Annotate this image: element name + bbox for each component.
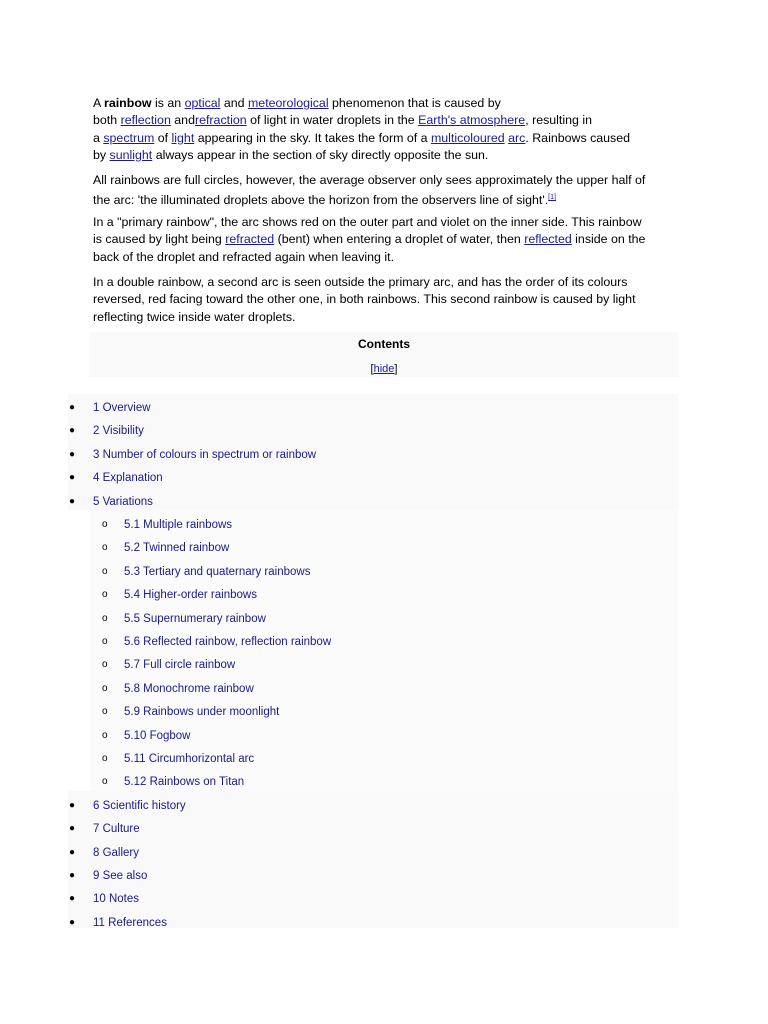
inline-link[interactable]: reflection: [120, 113, 171, 128]
bullet-icon: ●: [69, 448, 76, 460]
toc-item[interactable]: [69, 821, 140, 837]
circle-bullet-icon: o: [102, 612, 108, 624]
inline-link[interactable]: meteorological: [247, 96, 329, 110]
bullet-icon: ●: [69, 846, 76, 858]
toc-item-label: 5.6 Reflected rainbow, reflection rainbow: [124, 636, 332, 648]
inline-link[interactable]: refraction: [194, 113, 247, 128]
toc-item-label: 5.4 Higher-order rainbows: [124, 589, 257, 602]
toc-item[interactable]: [102, 751, 255, 767]
toc-item-label: 5.2 Twinned rainbow: [124, 542, 230, 555]
toc-item-label: 7 Culture: [93, 823, 140, 836]
inline-link[interactable]: sunlight: [109, 148, 153, 163]
toc-header: [90, 332, 678, 377]
circle-bullet-icon: o: [102, 565, 108, 577]
circle-bullet-icon: o: [102, 519, 108, 530]
toc-item[interactable]: [69, 494, 153, 510]
toc-item-label: 5.8 Monochrome rainbow: [124, 682, 254, 695]
inline-link[interactable]: optical: [184, 96, 221, 110]
toc-item-label: 4 Explanation: [93, 472, 163, 485]
circle-bullet-icon: o: [102, 776, 108, 788]
bullet-icon: ●: [69, 823, 76, 835]
toc-item[interactable]: [69, 891, 140, 907]
toc-item[interactable]: [102, 704, 280, 720]
circle-bullet-icon: o: [102, 542, 108, 554]
circle-bullet-icon: o: [102, 729, 108, 741]
circle-bullet-icon: o: [102, 706, 108, 718]
toc-item[interactable]: [102, 681, 254, 697]
toc-item-label: 6 Scientific history: [93, 799, 186, 812]
toc-item[interactable]: [69, 845, 140, 861]
toc-item[interactable]: [102, 634, 332, 650]
toc-item-label: 5.5 Supernumerary rainbow: [124, 612, 266, 625]
bullet-icon: ●: [69, 425, 76, 437]
toc-item[interactable]: [69, 915, 167, 931]
circle-bullet-icon: o: [102, 589, 108, 601]
toc-title: Contents: [358, 337, 410, 351]
bullet-icon: ●: [69, 799, 76, 811]
intro-paragraph-1: A rainbow is an optical and meteorological phenomenon that is caused by both reflection andrefraction of light in water droplets in the Earth's atmosphere, resulting in a spectrum of light appearing in the sky. It takes the form of a multicoloured arc. Rainbows caused by sunlight always appear in the section of sky directly opposite the sun.: [93, 96, 631, 163]
toc-item-label: 1 Overview: [93, 402, 151, 414]
toc-item[interactable]: [69, 868, 148, 884]
bullet-icon: ●: [69, 495, 76, 507]
toc-item[interactable]: [102, 540, 230, 556]
bullet-icon: ●: [69, 472, 76, 484]
toc-item[interactable]: [102, 517, 233, 533]
toc-item[interactable]: [69, 470, 163, 486]
intro-paragraph-3: In a "primary rainbow", the arc shows red on the outer part and violet on the inner side. This rainbow is caused by light being refracted (bent) when entering a droplet of water, then reflected inside on the back of the droplet and refracted again when leaving it.: [93, 215, 646, 264]
toc-toggle-open-bracket: [: [370, 363, 374, 375]
toc-item[interactable]: [102, 611, 266, 627]
toc-item-label: 5 Variations: [93, 495, 153, 508]
toc-item[interactable]: [102, 657, 236, 673]
inline-link[interactable]: multicoloured: [430, 130, 505, 145]
toc-item[interactable]: [69, 400, 151, 416]
toc-item[interactable]: [102, 774, 245, 790]
reference-link[interactable]: [1]: [548, 194, 556, 202]
toc-item-label: 5.7 Full circle rainbow: [124, 659, 236, 672]
inline-link[interactable]: Earth's atmosphere: [418, 113, 526, 128]
toc-item[interactable]: [69, 798, 186, 814]
toc-item-label: 9 See also: [93, 870, 148, 882]
circle-bullet-icon: o: [102, 753, 108, 764]
intro-paragraph-2: All rainbows are full circles, however, the average observer only sees approximately the upper half of the arc: 'the illuminated droplets above the horizon from the observers line of sight'.[1]: [93, 173, 646, 208]
toc-item-label: 10 Notes: [93, 893, 140, 906]
reference-superscript: [548, 194, 556, 201]
toc-item[interactable]: [69, 423, 144, 439]
bullet-icon: ●: [69, 893, 76, 905]
toc-hide-link[interactable]: hide: [373, 363, 395, 375]
toc-item-label: 8 Gallery: [93, 846, 140, 859]
bullet-icon: ●: [69, 402, 76, 413]
toc-toggle: [90, 363, 678, 375]
circle-bullet-icon: o: [102, 682, 108, 694]
toc-item-label: 11 References: [93, 916, 167, 929]
toc-item-label: 5.12 Rainbows on Titan: [124, 776, 245, 789]
bold-term: rainbow: [104, 96, 152, 110]
inline-link[interactable]: refracted: [225, 232, 275, 247]
toc-item[interactable]: [102, 587, 257, 603]
toc-item-label: 5.11 Circumhorizontal arc: [124, 753, 255, 765]
toc-item[interactable]: [102, 728, 191, 744]
inline-link[interactable]: spectrum: [103, 130, 155, 145]
toc-item-label: 5.10 Fogbow: [124, 729, 191, 742]
toc-item-label: 5.1 Multiple rainbows: [124, 519, 233, 531]
inline-link[interactable]: arc: [508, 130, 526, 145]
toc-item-label: 3 Number of colours in spectrum or rainbow: [93, 448, 317, 461]
bullet-icon: ●: [69, 916, 76, 928]
toc-item-label: 5.3 Tertiary and quaternary rainbows: [124, 565, 311, 578]
toc-item[interactable]: [69, 447, 317, 463]
bullet-icon: ●: [69, 870, 76, 881]
toc-item[interactable]: [102, 564, 311, 580]
toc-toggle-close-bracket: ]: [394, 363, 398, 375]
toc-item-label: 5.9 Rainbows under moonlight: [124, 706, 280, 719]
toc-item-label: 2 Visibility: [93, 425, 144, 438]
circle-bullet-icon: o: [102, 659, 108, 671]
circle-bullet-icon: o: [102, 636, 108, 647]
inline-link[interactable]: reflected: [524, 232, 572, 247]
inline-link[interactable]: light: [171, 130, 195, 145]
intro-paragraph-4: In a double rainbow, a second arc is seen outside the primary arc, and has the order of its colours reversed, red facing toward the other one, in both rainbows. This second rainbow is caused by light reflecting twice inside water droplets.: [93, 275, 636, 324]
